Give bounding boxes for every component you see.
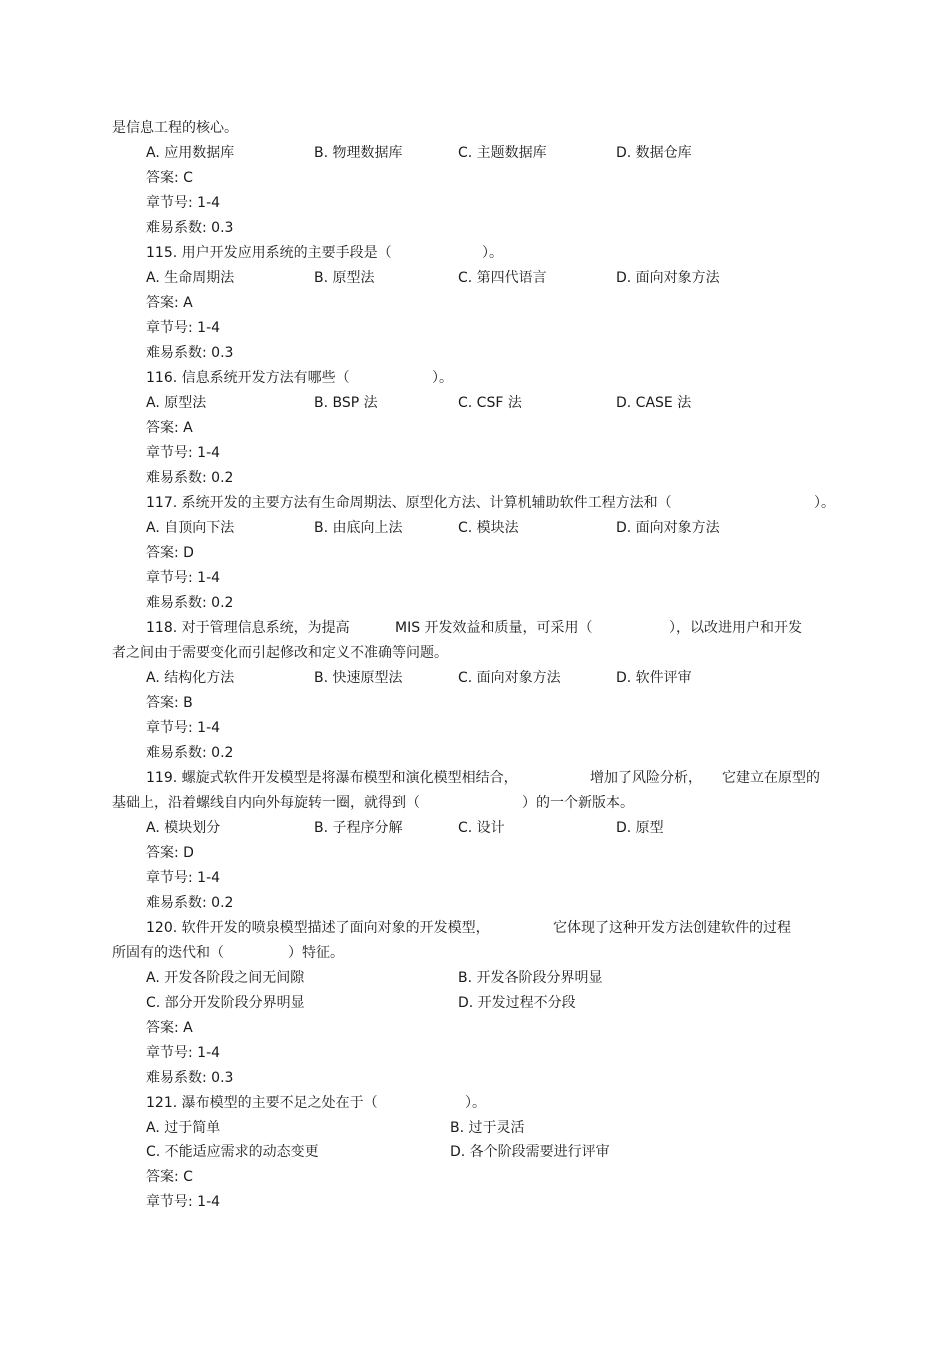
stem-text-end: ）特征。	[288, 945, 344, 961]
option-a: A. 自顶向下法	[146, 520, 235, 536]
option-a: A. 过于简单	[146, 1120, 221, 1136]
option-d: D. 数据仓库	[616, 145, 692, 161]
option-c: C. 模块法	[458, 520, 519, 536]
option-d: D. 面向对象方法	[616, 270, 720, 286]
option-a: A. 应用数据库	[146, 145, 235, 161]
stem-text: 119. 螺旋式软件开发模型是将瀑布模型和演化模型相结合，	[146, 770, 518, 786]
chapter: 章节号: 1-4	[146, 720, 221, 736]
chapter: 章节号: 1-4	[146, 570, 221, 586]
stem-text: 基础上，沿着螺线自内向外每旋转一圈，就得到（	[112, 795, 420, 811]
difficulty: 难易系数: 0.2	[146, 745, 234, 761]
question-stem	[0, 241, 950, 266]
difficulty: 难易系数: 0.2	[146, 470, 234, 486]
stem-text-end: 它建立在原型的	[722, 770, 820, 786]
option-b: B. 子程序分解	[314, 820, 403, 836]
option-b: B. BSP 法	[314, 395, 378, 411]
answer: 答案: D	[146, 545, 194, 561]
stem-end: ）。	[814, 495, 835, 511]
answer: 答案: B	[146, 695, 193, 711]
question-stem	[0, 766, 950, 791]
option-d: D. 软件评审	[616, 670, 692, 686]
question-stem	[0, 1091, 950, 1116]
answer: 答案: A	[146, 1020, 193, 1036]
option-c: C. CSF 法	[458, 395, 522, 411]
option-b: B. 过于灵活	[450, 1120, 525, 1136]
question-stem	[0, 491, 950, 516]
option-c: C. 部分开发阶段分界明显	[146, 995, 305, 1011]
stem-text-end: ），以改进用户和开发	[669, 620, 802, 636]
difficulty: 难易系数: 0.3	[146, 220, 234, 236]
question-stem-continued	[0, 941, 950, 966]
option-b: B. 原型法	[314, 270, 375, 286]
stem-text: 120. 软件开发的喷泉模型描述了面向对象的开发模型，	[146, 920, 490, 936]
option-b: B. 快速原型法	[314, 670, 403, 686]
stem-text: 115. 用户开发应用系统的主要手段是（	[146, 245, 392, 261]
option-d: D. 原型	[616, 820, 664, 836]
difficulty: 难易系数: 0.2	[146, 595, 234, 611]
stem-text-mid: 增加了风险分析，	[590, 770, 702, 786]
difficulty: 难易系数: 0.3	[146, 345, 234, 361]
difficulty: 难易系数: 0.2	[146, 895, 234, 911]
answer: 答案: D	[146, 845, 194, 861]
option-c: C. 第四代语言	[458, 270, 547, 286]
answer: 答案: C	[146, 170, 193, 186]
answer: 答案: A	[146, 295, 193, 311]
option-a: A. 原型法	[146, 395, 207, 411]
option-a: A. 生命周期法	[146, 270, 235, 286]
option-a: A. 结构化方法	[146, 670, 235, 686]
stem-text: 116. 信息系统开发方法有哪些（	[146, 370, 350, 386]
option-a: A. 模块划分	[146, 820, 221, 836]
option-c: C. 不能适应需求的动态变更	[146, 1144, 319, 1160]
answer: 答案: A	[146, 420, 193, 436]
option-c: C. 面向对象方法	[458, 670, 561, 686]
stem-text: 所固有的迭代和（	[112, 945, 224, 961]
stem-text-mid: MIS 开发效益和质量，可采用（	[395, 620, 593, 636]
chapter: 章节号: 1-4	[146, 1045, 221, 1061]
option-d: D. CASE 法	[616, 395, 692, 411]
question-stem	[0, 366, 950, 391]
stem-end: ）。	[465, 1095, 486, 1111]
stem-end: ）。	[432, 370, 453, 386]
question-options-row-1	[0, 1116, 950, 1141]
answer: 答案: C	[146, 1169, 193, 1185]
option-d: D. 开发过程不分段	[458, 995, 576, 1011]
option-b: B. 开发各阶段分界明显	[458, 970, 603, 986]
question-options-row-1	[0, 966, 950, 991]
chapter: 章节号: 1-4	[146, 445, 221, 461]
chapter: 章节号: 1-4	[146, 870, 221, 886]
option-c: C. 设计	[458, 820, 505, 836]
question-options-row-2	[0, 1140, 950, 1165]
question-options	[0, 516, 950, 541]
question-options	[0, 666, 950, 691]
option-a: A. 开发各阶段之间无间隙	[146, 970, 305, 986]
option-d: D. 各个阶段需要进行评审	[450, 1144, 610, 1160]
question-options	[0, 816, 950, 841]
option-c: C. 主题数据库	[458, 145, 547, 161]
chapter: 章节号: 1-4	[146, 320, 221, 336]
difficulty: 难易系数: 0.3	[146, 1070, 234, 1086]
question-options	[0, 391, 950, 416]
question-options-row-2	[0, 991, 950, 1016]
question-stem-continued: 者之间由于需要变化而引起修改和定义不准确等问题。	[112, 645, 448, 661]
question-stem	[0, 616, 950, 641]
chapter: 章节号: 1-4	[146, 195, 221, 211]
stem-text: 121. 瀑布模型的主要不足之处在于（	[146, 1095, 378, 1111]
stem-text-end: ）的一个新版本。	[522, 795, 634, 811]
stem-text-end: 它体现了这种开发方法创建软件的过程	[553, 920, 791, 936]
option-b: B. 由底向上法	[314, 520, 403, 536]
intro-text: 是信息工程的核心。	[112, 120, 238, 136]
question-options	[0, 266, 950, 291]
option-b: B. 物理数据库	[314, 145, 403, 161]
chapter: 章节号: 1-4	[146, 1194, 221, 1210]
stem-text: 118. 对于管理信息系统，为提高	[146, 620, 350, 636]
stem-end: ）。	[482, 245, 503, 261]
intro-options	[0, 141, 950, 166]
stem-text: 117. 系统开发的主要方法有生命周期法、原型化方法、计算机辅助软件工程方法和（	[146, 495, 672, 511]
question-stem	[0, 916, 950, 941]
question-stem-continued	[0, 791, 950, 816]
option-d: D. 面向对象方法	[616, 520, 720, 536]
